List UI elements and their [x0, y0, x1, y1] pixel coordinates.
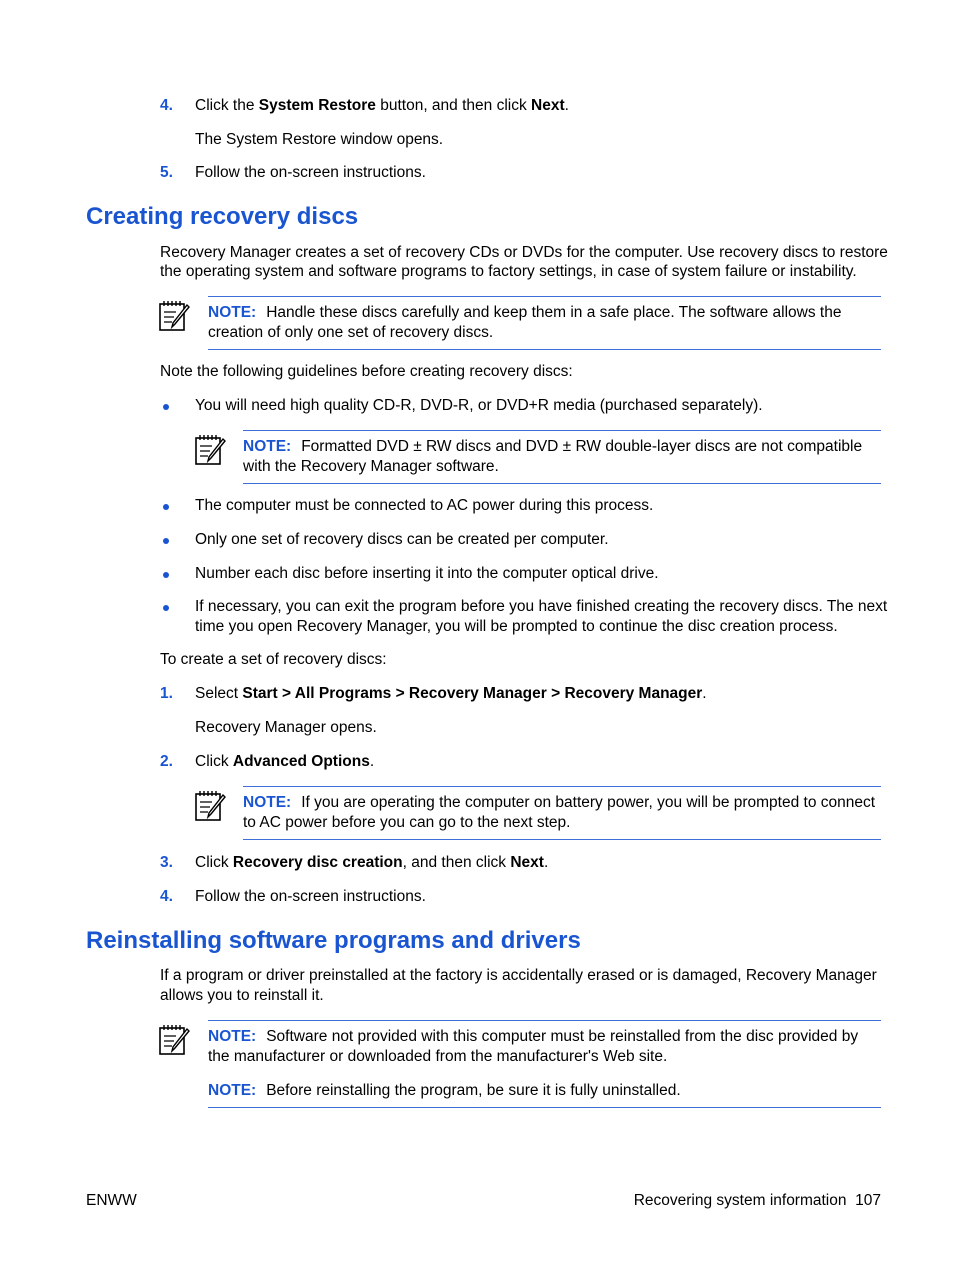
note-pencil-icon — [158, 1022, 192, 1056]
section2-para-line-1: If a program or driver preinstalled at the factory is accidentally erased or is damaged, Recovery Manager — [160, 967, 877, 984]
create-intro: To create a set of recovery discs: — [160, 651, 387, 668]
bullet-exit-line-2: time you open Recovery Manager, you will be prompted to continue the disc creation process. — [195, 618, 838, 635]
note-label: NOTE: — [208, 1082, 257, 1099]
note-dvd-rw: NOTE: Formatted DVD ± RW discs and DVD ± RW double-layer discs are not compatible with the Recovery Manager software. — [243, 430, 881, 484]
bullet-marker — [163, 504, 169, 510]
note-label: NOTE: — [208, 304, 257, 321]
section1-para-line-2: the operating system and software programs to factory settings, in case of system failure or instability. — [160, 263, 857, 280]
step-4-text: Click the System Restore button, and then click Next. — [195, 97, 569, 114]
bullet-number-disc: Number each disc before inserting it into the computer optical drive. — [195, 565, 659, 582]
note-label: NOTE: — [208, 1028, 257, 1045]
page-number: 107 — [855, 1192, 881, 1209]
section-heading-reinstalling: Reinstalling software programs and drivers — [86, 927, 581, 954]
note-handle-discs: NOTE: Handle these discs carefully and keep them in a safe place. The software allows the creation of only one set of recovery discs. — [208, 296, 881, 350]
section1-para-line-1: Recovery Manager creates a set of recovery CDs or DVDs for the computer. Use recovery discs to restore — [160, 244, 888, 261]
section-heading-creating-recovery-discs: Creating recovery discs — [86, 203, 359, 230]
note-label: NOTE: — [243, 794, 292, 811]
step-1-number: 1. — [160, 685, 173, 702]
bullet-media: You will need high quality CD-R, DVD-R, or DVD+R media (purchased separately). — [195, 397, 763, 414]
note-pencil-icon — [158, 298, 192, 332]
step-4b-number: 4. — [160, 888, 173, 905]
note-battery-power: NOTE: If you are operating the computer on battery power, you will be prompted to connect to AC power before you can go to the next step. — [243, 786, 881, 840]
guidelines-intro: Note the following guidelines before creating recovery discs: — [160, 363, 573, 380]
note-software-reinstall: NOTE: Software not provided with this computer must be reinstalled from the disc provided by the manufacturer or downloaded from the manufacturer's Web site. NOTE: Before reinstalling the program, be sure it is fully uninstalled. — [208, 1020, 881, 1108]
step-5-number: 5. — [160, 164, 173, 181]
step-1-result: Recovery Manager opens. — [195, 719, 377, 736]
section2-para-line-2: allows you to reinstall it. — [160, 987, 324, 1004]
note-pencil-icon — [194, 788, 228, 822]
bullet-one-set: Only one set of recovery discs can be created per computer. — [195, 531, 609, 548]
note-pencil-icon — [194, 432, 228, 466]
step-5-text: Follow the on-screen instructions. — [195, 164, 426, 181]
footer-right — [634, 1192, 881, 1210]
step-2-text: Click Advanced Options. — [195, 753, 375, 770]
bullet-marker — [163, 404, 169, 410]
step-2-number: 2. — [160, 753, 173, 770]
step-4-result: The System Restore window opens. — [195, 131, 444, 148]
bullet-exit-line-1: If necessary, you can exit the program before you have finished creating the recovery discs. The next — [195, 598, 888, 615]
step-3-text: Click Recovery disc creation, and then click Next. — [195, 854, 549, 871]
bullet-marker — [163, 538, 169, 544]
step-4b-text: Follow the on-screen instructions. — [195, 888, 426, 905]
step-3-number: 3. — [160, 854, 173, 871]
note-label: NOTE: — [243, 438, 292, 455]
footer-section-title: Recovering system information — [633, 1192, 847, 1209]
bullet-marker — [163, 572, 169, 578]
bullet-ac-power: The computer must be connected to AC power during this process. — [195, 497, 654, 514]
bullet-marker — [163, 605, 169, 611]
step-1-text: Select Start > All Programs > Recovery Manager > Recovery Manager. — [195, 685, 707, 702]
footer-left: ENWW — [86, 1192, 137, 1209]
step-4-number: 4. — [160, 97, 173, 114]
